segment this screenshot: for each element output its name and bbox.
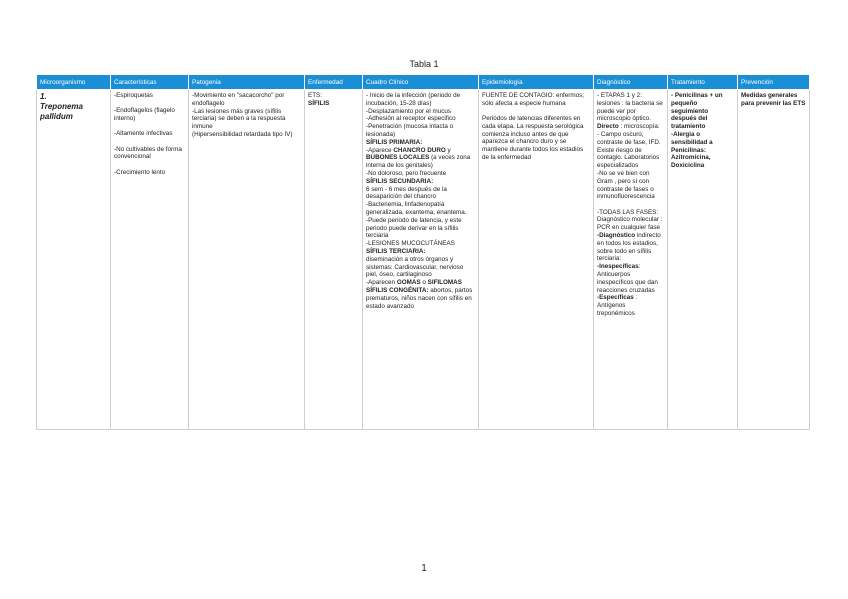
caracteristica-item: -Altamente infectivas [114,130,173,138]
prevencion-text: Medidas generales para prevenir las ETS [741,92,806,107]
header-diagnostico: Diagnóstico [594,75,668,90]
diagnostico-directo: Directo : microscopía: [597,123,660,131]
caracteristica-item: -Espiroquetas [114,92,153,99]
cell-patogenia [189,90,305,430]
header-patogenia: Patogenia [189,75,305,90]
secundaria-item: -Bacteriemia, linfadenopatía generalizada, exantema, enantema. [366,201,467,216]
cell-tratamiento [668,90,738,430]
header-tratamiento: Tratamiento [668,75,738,90]
cell-diagnostico [594,90,668,430]
patogenia-item: -Las lesiones más graves (sífilis terciaria) se deben a la respuesta inmune [192,107,286,131]
diagnostico-todas: -TODAS LAS FASES: [597,208,659,216]
primaria-extra: -No doloroso, pero frecuente [366,169,447,177]
patogenia-item: (Hipersensibilidad retardada tipo IV) [192,130,293,138]
caracteristica-item: -Crecimiento lento [114,168,166,176]
data-table [36,74,810,430]
cuadro-intro-item: - Inicio de la infección (periodo de incubación, 15-28 días) [366,92,461,107]
secundaria-item: -LESIONES MUCOCUTÁNEAS [366,240,455,248]
cell-caracteristicas [111,90,189,430]
enfermedad-label: ETS: [308,92,322,99]
diagnostico-especificas: -Específicas : Antígenos treponémicos [597,294,638,318]
tratamiento-item: - Penicilinas + un pequeño seguimiento después del tratamiento [671,92,723,131]
micro-name: Treponema pallidum [40,102,83,121]
table-header-row [37,75,810,90]
diagnostico-gram: -No se ve bien con Gram , pero sí con contraste de fases o inmunofluorescencia [597,169,655,201]
cell-epidemiologia [479,90,594,430]
patogenia-item: -Movimiento en "sacacorcho" por endoflagelo [192,92,285,107]
congenita-text: SÍFILIS CONGÉNITA: abortos, partos prematuros, niños nacen con sífilis en estado avanzado [366,286,473,310]
secundaria-title: SÍFILIS SECUNDARIA: [366,177,434,185]
table-caption: Tabla 1 [409,59,439,69]
primaria-text: -Aparece CHANCRO DURO y BUBONES LOCALES (a veces zona interna de los genitales) [366,146,471,170]
header-microorganismo: Microorganismo [37,75,111,90]
tratamiento-item: -Alergia o sensibilidad a Penicilinas: Azitromicina, Doxiciclina [671,130,713,170]
caracteristica-item: -No cultivables de forma convencional [114,145,182,161]
header-caracteristicas: Características [111,75,189,90]
enfermedad-name: SÍFILIS [308,99,330,107]
table-row [37,90,810,430]
secundaria-item: -Puede periodo de latencia, y este periodo puede derivar en la sífilis terciaria [366,216,462,240]
caracteristica-item: -Endoflagelos (flagelo interno) [114,107,175,123]
micro-number: 1. [40,92,47,101]
cuadro-intro-item: -Desplazamiento por el mucus [366,107,452,115]
diagnostico-inespecificas: -Inespecíficas: Anticuerpos inespecíficos que dan reacciones cruzadas [597,263,658,294]
terciaria-gomas: -Aparecen GOMAS o SIFILOMAS [366,279,462,287]
header-epidemiologia: Epidemiología [479,75,594,90]
epidemiologia-item: FUENTE DE CONTAGIO: enfermos; sólo afecta a especie humana [482,92,585,107]
secundaria-item: 6 sem - 6 mes después de la desaparición del chancro [366,185,447,201]
diagnostico-indirecto: -Diagnóstico indirecto en todos los estadios, sobre todo en sífilis terciaria: [597,232,661,263]
cell-cuadro-clinico [363,90,479,430]
cuadro-intro-item: -Penetración (mucosa intacta o lesionada) [366,123,454,138]
cell-microorganismo [37,90,111,430]
diagnostico-molecular: Diagnóstico molecular : PCR en cualquier fase [597,216,663,232]
diagnostico-etapas: - ETAPAS 1 y 2: lesiones : la bacteria se puede ver por microscopio óptico. [597,92,663,123]
primaria-title: SÍFILIS PRIMARIA: [366,138,423,146]
terciaria-title: SÍFILIS TERCIARIA: [366,247,426,255]
terciaria-text: diseminación a otros órganos y sistemas: Cardiovascular, nervioso piel, óseo, cartilaginoso [366,255,464,279]
header-cuadro-clinico: Cuadro Clínico [363,75,479,90]
header-enfermedad: Enfermedad [305,75,363,90]
header-prevencion: Prevención [738,75,810,90]
page-number: 1 [421,563,427,574]
diagnostico-campo: - Campo oscuro, contraste de fase, IFD. Existe riesgo de contagio. Laboratorios especializados [597,130,661,170]
cell-prevencion [738,90,810,430]
cell-enfermedad [305,90,363,430]
epidemiologia-item: Periodos de latencias diferentes en cada etapa. La respuesta serológica comienza incluso antes de que aparezca el chancro duro y se mantiene durante todos los estadios de la enfermedad [482,115,584,162]
cuadro-intro-item: -Adhesión al receptor especifico [366,115,456,123]
